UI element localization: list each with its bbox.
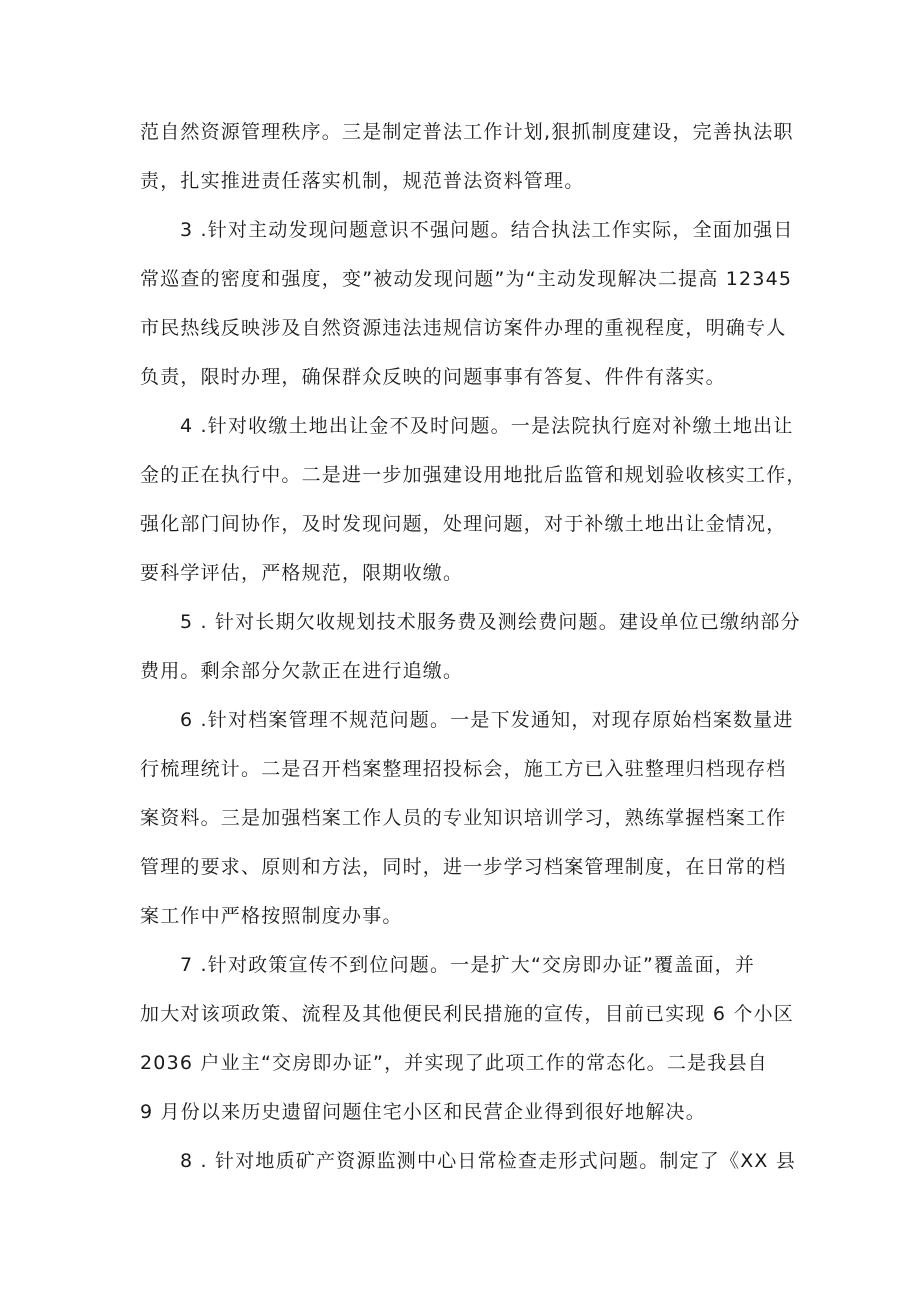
text-line: 加大对该项政策、流程及其他便民利民措施的宣传，目前已实现 6 个小区 xyxy=(140,1003,794,1025)
text-line: 案工作中严格按照制度办事。 xyxy=(140,905,403,927)
text-line: 2036 户业主“交房即办证”，并实现了此项工作的常态化。二是我县自 xyxy=(140,1052,768,1074)
text-line: 负责，限时办理，确保群众反映的问题事事有答复、件件有落实。 xyxy=(140,366,726,388)
paragraph-7-start: 7 .针对政策宣传不到位问题。一是扩大“交房即办证”覆盖面，并 xyxy=(180,954,756,976)
text-line: 金的正在执行中。二是进一步加强建设用地批后监管和规划验收核实工作， xyxy=(140,464,807,486)
text-line: 强化部门间协作，及时发现问题，处理问题，对于补缴土地出让金情况， xyxy=(140,513,787,535)
text-line: 市民热线反映涉及自然资源违法违规信访案件办理的重视程度，明确专人 xyxy=(140,317,787,339)
paragraph-5-start: 5 . 针对长期欠收规划技术服务费及测绘费问题。建设单位已缴纳部分 xyxy=(180,611,801,633)
paragraph-6-start: 6 .针对档案管理不规范问题。一是下发通知，对现存原始档案数量进 xyxy=(180,709,794,731)
text-line: 责，扎实推进责任落实机制，规范普法资料管理。 xyxy=(140,170,585,192)
text-line: 要科学评估，严格规范，限期收缴。 xyxy=(140,562,464,584)
text-line: 行梳理统计。二是召开档案整理招投标会，施工方已入驻整理归档现存档 xyxy=(140,758,787,780)
paragraph-3-start: 3 .针对主动发现问题意识不强问题。结合执法工作实际，全面加强日 xyxy=(180,219,794,241)
text-line: 管理的要求、原则和方法，同时，进一步学习档案管理制度，在日常的档 xyxy=(140,856,787,878)
text-line: 案资料。三是加强档案工作人员的专业知识培训学习，熟练掌握档案工作 xyxy=(140,807,787,829)
text-line: 费用。剩余部分欠款正在进行追缴。 xyxy=(140,660,464,682)
paragraph-4-start: 4 .针对收缴土地出让金不及时问题。一是法院执行庭对补缴土地出让 xyxy=(180,415,794,437)
paragraph-8-start: 8 . 针对地质矿产资源监测中心日常检查走形式问题。制定了《XX 县 xyxy=(180,1150,797,1172)
text-line: 常巡查的密度和强度，变”被动发现问题”为“主动发现解决二提高 12345 xyxy=(140,268,793,290)
text-line: 范自然资源管理秩序。三是制定普法工作计划,狠抓制度建设，完善执法职 xyxy=(140,121,794,143)
text-line: 9 月份以来历史遗留问题住宅小区和民营企业得到很好地解决。 xyxy=(140,1101,706,1123)
